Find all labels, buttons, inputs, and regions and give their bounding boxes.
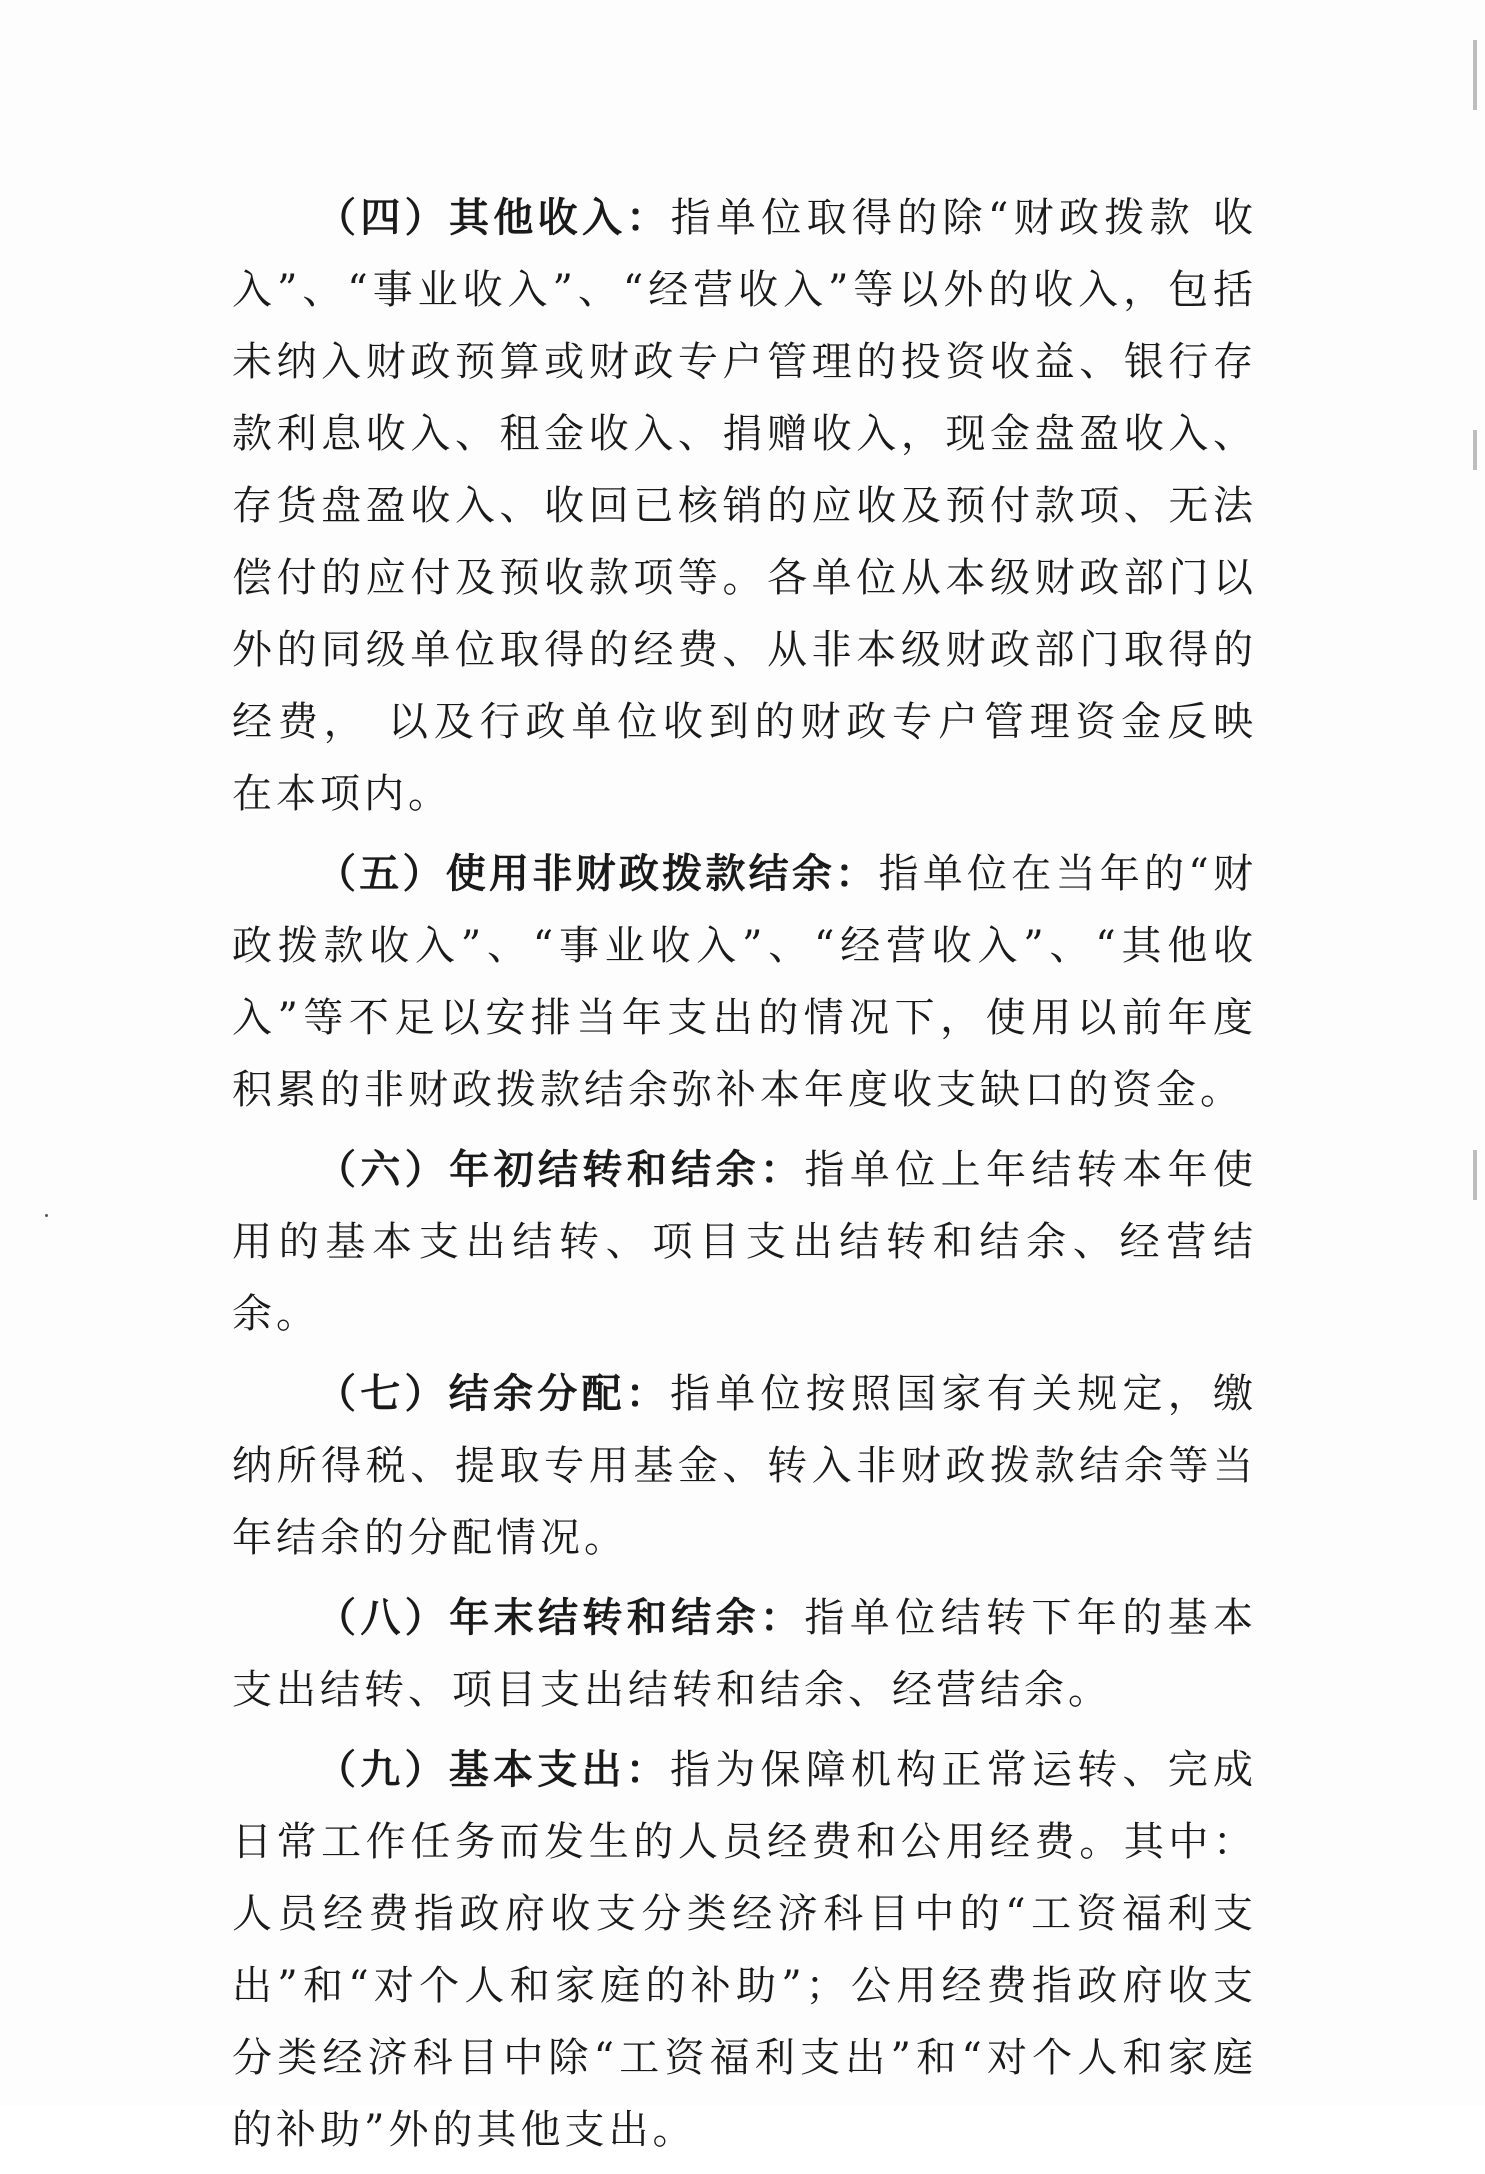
paragraph-heading: （四）其他收入： <box>316 194 671 241</box>
paragraph-non-fiscal-balance <box>232 838 1257 1126</box>
scan-edge-mark <box>1473 1150 1477 1200</box>
paragraph-closing-carryover <box>232 1582 1257 1726</box>
paragraph-heading: （五）使用非财政拨款结余： <box>316 850 879 897</box>
paragraph-opening-carryover <box>232 1134 1257 1350</box>
paragraph-text: 指单位按照国家有关规定，缴纳所得税、提取专用基金、转入非财政拨款结余等当年结余的分配情况。 <box>232 1371 1257 1561</box>
paragraph-heading: （七）结余分配： <box>316 1370 670 1417</box>
paragraph-heading: （八）年末结转和结余： <box>316 1594 805 1641</box>
paragraph-heading: （六）年初结转和结余： <box>316 1146 805 1193</box>
paragraph-other-income <box>232 182 1257 830</box>
paragraph-text: 指单位上年结转本年使用的基本支出结转、项目支出结转和结余、经营结余。 <box>232 1147 1258 1337</box>
paragraph-text: 指单位在当年的“财政拨款收入”、“事业收入”、“经营收入”、“其他收入”等不足以安排当年支出的情况下，使用以前年度积累的非财政拨款结余弥补本年度收支缺口的资金。 <box>232 851 1257 1113</box>
paragraph-text: 指单位取得的除“财政拨款 收入”、“事业收入”、“经营收入”等以外的收入，包括未纳入财政预算或财政专户管理的投资收益、银行存款利息收入、租金收入、捐赠收入，现金盘盈收入、 存货盘盈收入、收回已核销的应收及预付款项、无法偿付的应付及预收款项等。各单位从本级财政部门以外的同级单位取得的经费、从非本级财政部门取得的经费， 以及行政单位收到的财政专户管理资金反映在本项内。 <box>232 195 1258 817</box>
paragraph-text: 指单位结转下年的基本支出结转、项目支出结转和结余、经营结余。 <box>232 1595 1258 1713</box>
paragraph-text: 指为保障机构正常运转、完成日常工作任务而发生的人员经费和公用经费。其中：人员经费指政府收支分类经济科目中的“工资福利支出”和“对个人和家庭的补助”；公用经费指政府收支分类经济科目中除“工资福利支出”和“对个人和家庭的补助”外的其他支出。 <box>232 1747 1257 2153</box>
document-body <box>232 182 1257 2174</box>
paragraph-heading: （九）基本支出： <box>316 1746 670 1793</box>
paragraph-basic-expenditure <box>232 1734 1257 2166</box>
scan-speck <box>45 1214 48 1217</box>
paragraph-balance-distribution <box>232 1358 1257 1574</box>
scan-edge-mark <box>1473 430 1477 470</box>
scan-edge-mark <box>1473 40 1477 110</box>
